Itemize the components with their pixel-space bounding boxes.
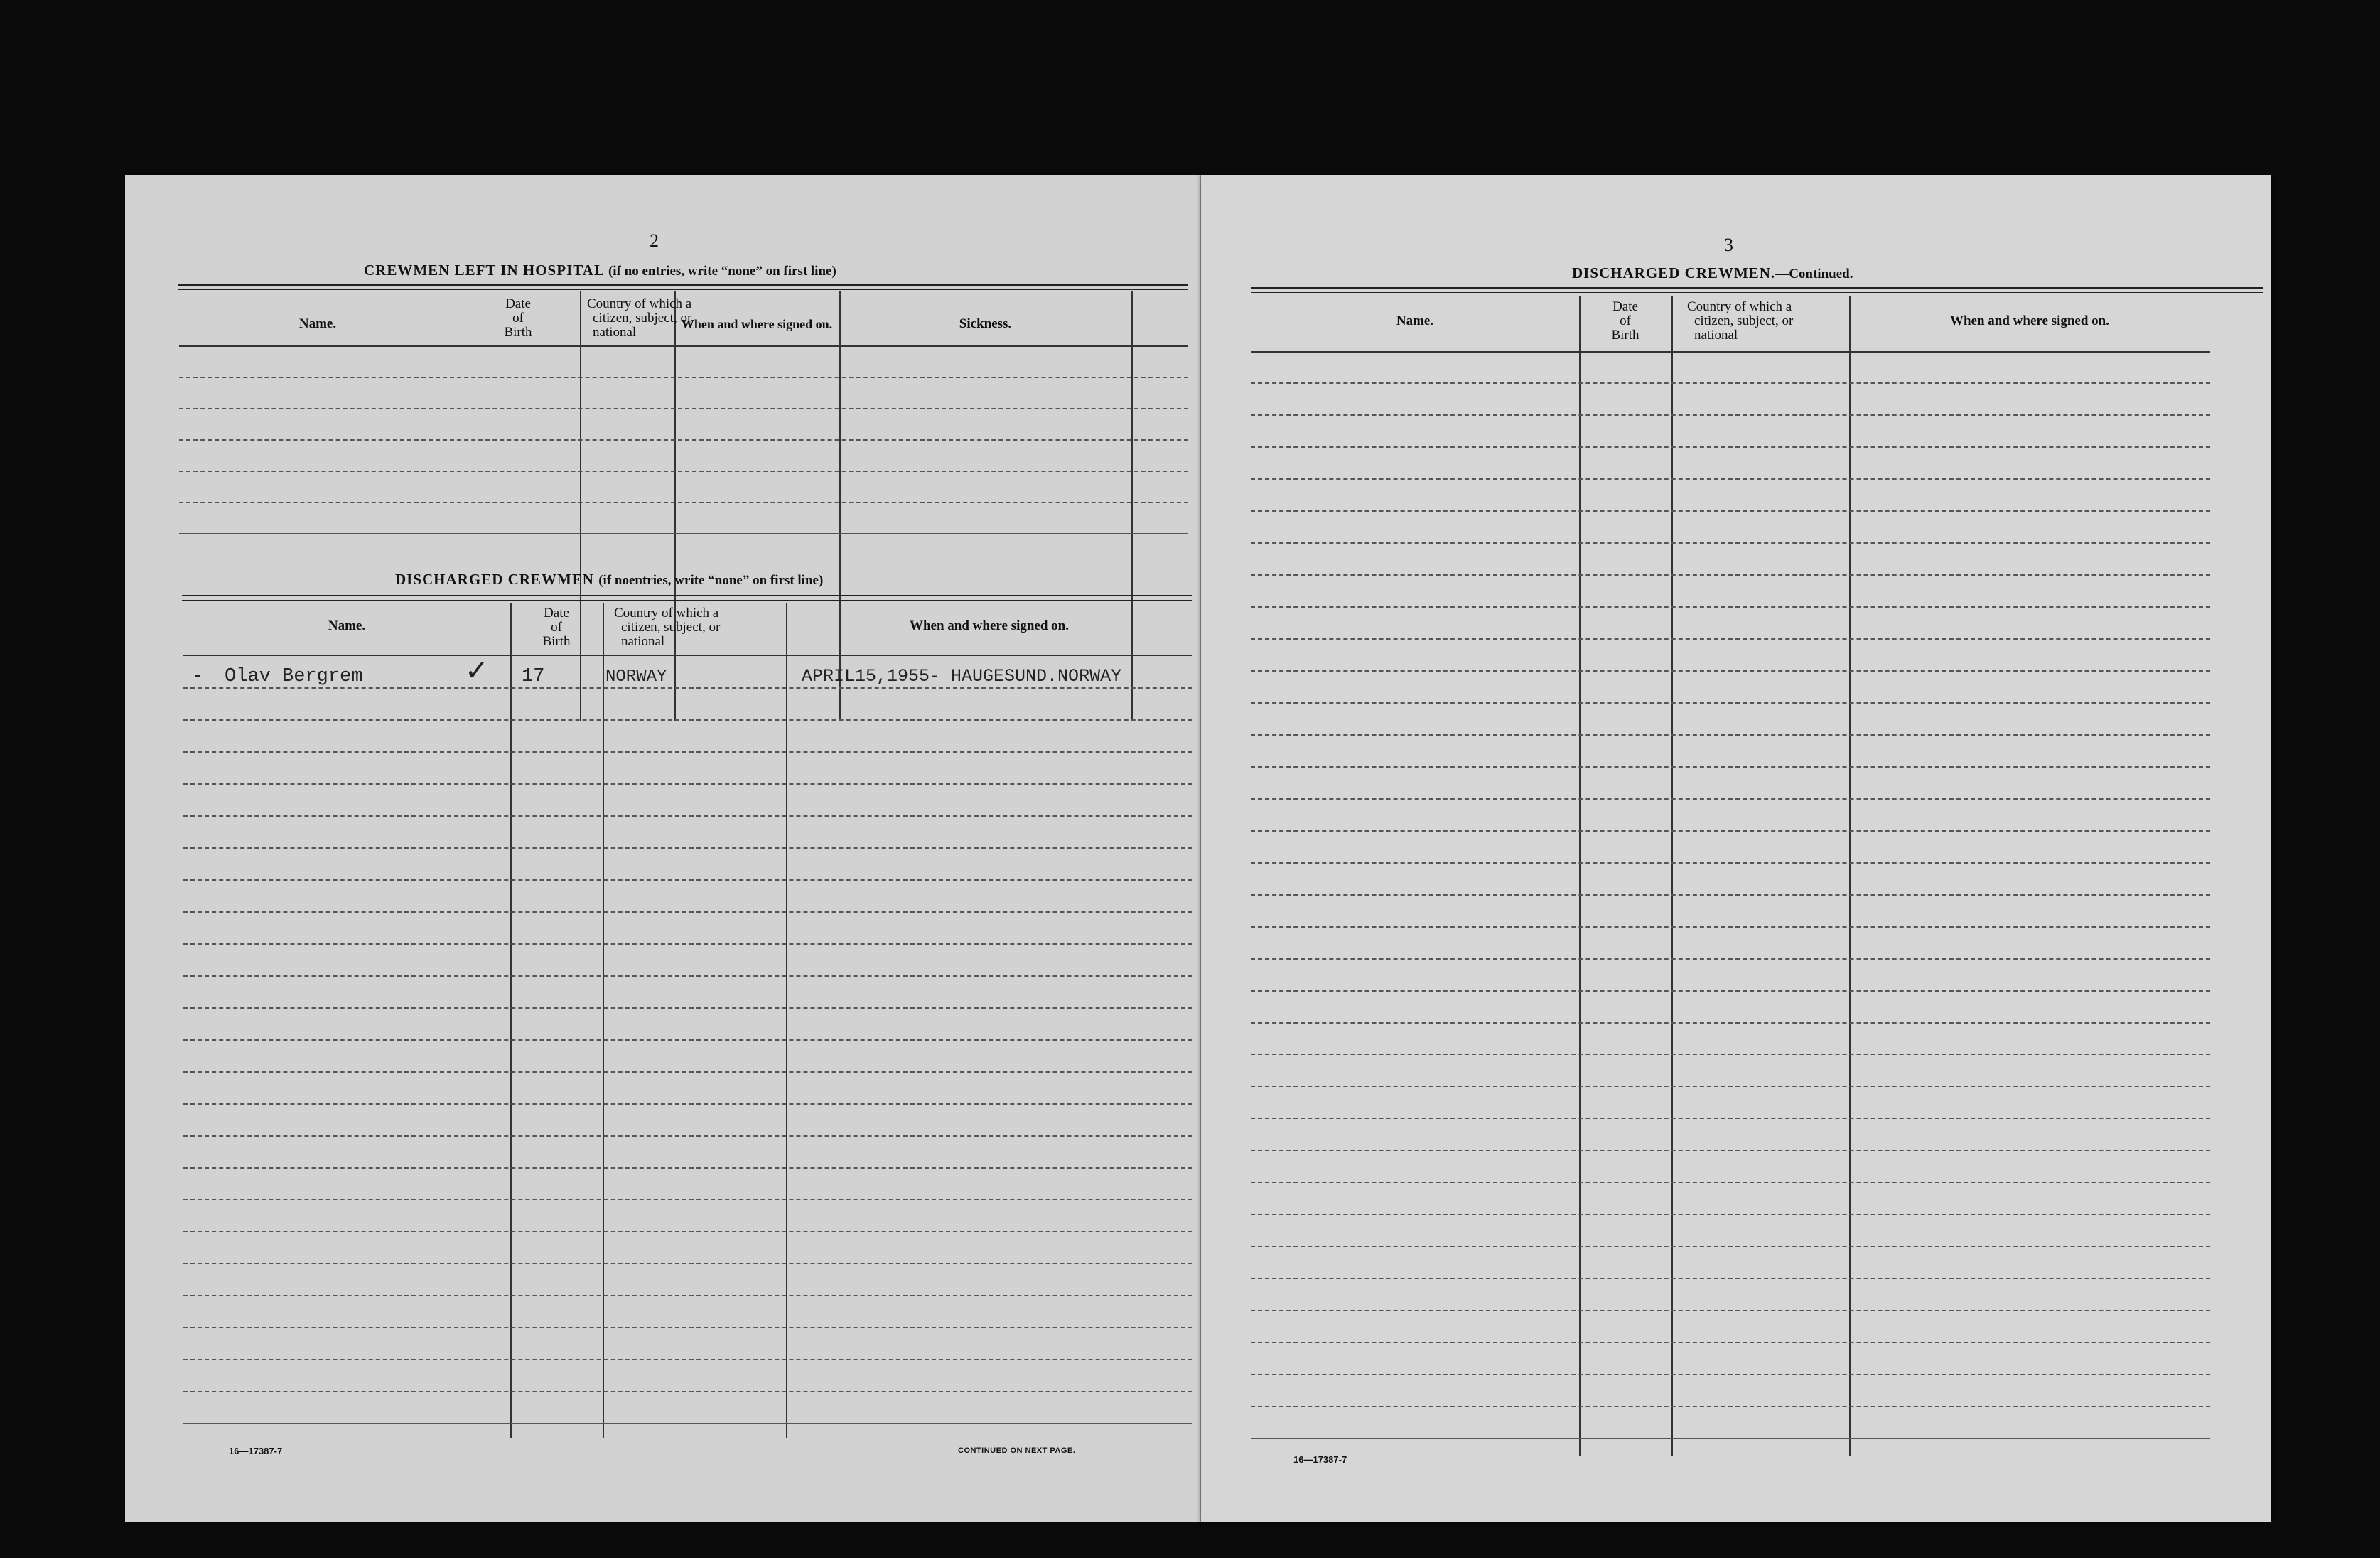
col-country: Country of which a citizen, subject, or national bbox=[1687, 299, 1794, 343]
col-dob: Date of Birth bbox=[1611, 299, 1639, 343]
form-row-line bbox=[183, 1167, 1192, 1168]
col-name: Name. bbox=[298, 316, 337, 331]
col-dob: Date of Birth bbox=[542, 606, 571, 649]
left-page bbox=[125, 175, 1201, 1522]
form-row-line bbox=[1251, 510, 2210, 512]
form-row-line bbox=[183, 1135, 1192, 1137]
form-row-line bbox=[1251, 670, 2210, 672]
form-row-line bbox=[1251, 734, 2210, 736]
form-row-line bbox=[1251, 574, 2210, 576]
form-row-line bbox=[1251, 1054, 2210, 1055]
form-row-line bbox=[1251, 1182, 2210, 1183]
form-row-line bbox=[1251, 1406, 2210, 1407]
col-signed: When and where signed on. bbox=[1949, 313, 2109, 328]
form-row-line bbox=[1251, 798, 2210, 800]
form-number: 16—17387-7 bbox=[1293, 1454, 1347, 1465]
top-rule-2 bbox=[1251, 292, 2263, 293]
page-number: 2 bbox=[650, 230, 659, 251]
form-row-line bbox=[1251, 1022, 2210, 1024]
form-row-line bbox=[183, 1071, 1192, 1073]
form-row-line bbox=[183, 847, 1192, 849]
form-row-line bbox=[1251, 1086, 2210, 1087]
form-row-line bbox=[183, 1391, 1192, 1392]
form-row-line bbox=[183, 687, 1192, 689]
hospital-subtitle: (if no entries, write “none” on first line) bbox=[608, 264, 836, 279]
form-row-line bbox=[1251, 702, 2210, 704]
form-row-line bbox=[1251, 542, 2210, 544]
check-mark-icon: ✓ bbox=[465, 655, 489, 687]
form-row-line bbox=[1251, 382, 2210, 384]
form-row-line bbox=[1251, 990, 2210, 992]
form-row-line bbox=[1251, 638, 2210, 640]
form-row-line bbox=[183, 1423, 1192, 1424]
form-row-line bbox=[1251, 1246, 2210, 1247]
crewman-signed-on: APRIL15,1955- HAUGESUND.NORWAY bbox=[802, 666, 1122, 687]
form-row-line bbox=[1251, 862, 2210, 864]
right-page bbox=[1201, 175, 2271, 1522]
discharged-title: DISCHARGED CREWMEN. bbox=[1572, 264, 1776, 281]
form-row-line bbox=[1251, 414, 2210, 416]
discharged-top-rule bbox=[182, 595, 1192, 596]
form-row-line bbox=[183, 1231, 1192, 1232]
form-row-line bbox=[183, 815, 1192, 817]
form-row-line bbox=[183, 1199, 1192, 1200]
col-name: Name. bbox=[1396, 313, 1434, 328]
col-dob: Date of Birth bbox=[504, 296, 532, 340]
col-name: Name. bbox=[328, 618, 366, 633]
hospital-title: CREWMEN LEFT IN HOSPITAL bbox=[364, 262, 604, 279]
top-rule bbox=[1251, 287, 2263, 289]
form-row-line bbox=[1251, 926, 2210, 928]
crewman-name: Olav Bergrem bbox=[225, 666, 363, 687]
discharged-table bbox=[183, 603, 1192, 1438]
form-row-line bbox=[183, 751, 1192, 753]
form-row-line bbox=[1251, 1310, 2210, 1311]
col-sickness: Sickness. bbox=[959, 316, 1012, 331]
crewman-country: NORWAY bbox=[605, 667, 667, 687]
discharged-section-title bbox=[395, 571, 823, 589]
form-row-line bbox=[183, 1327, 1192, 1328]
hospital-top-rule bbox=[178, 284, 1188, 286]
col-signed: When and where signed on. bbox=[681, 317, 833, 331]
discharged-continued-table bbox=[1251, 296, 2210, 1456]
form-number: 16—17387-7 bbox=[229, 1446, 283, 1456]
form-row-line bbox=[183, 1103, 1192, 1105]
form-row-line bbox=[183, 1007, 1192, 1009]
entry-dash: - bbox=[192, 666, 204, 687]
discharged-subtitle: (if noentries, write “none” on first line) bbox=[598, 573, 824, 588]
form-row-line bbox=[1251, 1118, 2210, 1119]
form-row-line bbox=[183, 879, 1192, 881]
form-row-line bbox=[1251, 1214, 2210, 1215]
form-row-line bbox=[1251, 830, 2210, 832]
col-country: Country of which a citizen, subject, or national bbox=[614, 606, 721, 649]
form-row-line bbox=[1251, 894, 2210, 896]
hospital-top-rule-2 bbox=[178, 289, 1188, 290]
form-row-line bbox=[1251, 1278, 2210, 1279]
crewman-dob: 17 bbox=[522, 666, 545, 687]
form-row-line bbox=[183, 1263, 1192, 1264]
discharged-continued-title bbox=[1572, 264, 1853, 282]
form-row-line bbox=[183, 943, 1192, 945]
continued-label: —Continued. bbox=[1775, 267, 1853, 281]
col-country: Country of which a citizen, subject, or national bbox=[587, 296, 692, 340]
form-row-line bbox=[183, 1359, 1192, 1360]
hospital-section-title bbox=[364, 262, 836, 279]
discharged-title: DISCHARGED CREWMEN bbox=[395, 571, 594, 588]
form-row-line bbox=[1251, 606, 2210, 608]
discharged-top-rule-2 bbox=[182, 600, 1192, 601]
form-row-line bbox=[183, 783, 1192, 785]
form-row-line bbox=[1251, 1374, 2210, 1375]
form-row-line bbox=[183, 911, 1192, 913]
form-row-line bbox=[1251, 958, 2210, 960]
col-signed: When and where signed on. bbox=[909, 618, 1069, 633]
form-row-line bbox=[1251, 446, 2210, 448]
form-row-line bbox=[1251, 478, 2210, 480]
form-row-line bbox=[1251, 1342, 2210, 1343]
form-row-line bbox=[183, 719, 1192, 721]
form-row-line bbox=[1251, 766, 2210, 768]
form-row-line bbox=[183, 975, 1192, 977]
form-row-line bbox=[1251, 1438, 2210, 1439]
page-number: 3 bbox=[1724, 235, 1733, 255]
form-row-line bbox=[183, 1039, 1192, 1041]
form-row-line bbox=[1251, 1150, 2210, 1151]
continued-note: CONTINUED ON NEXT PAGE. bbox=[958, 1446, 1076, 1455]
form-row-line bbox=[183, 1295, 1192, 1296]
